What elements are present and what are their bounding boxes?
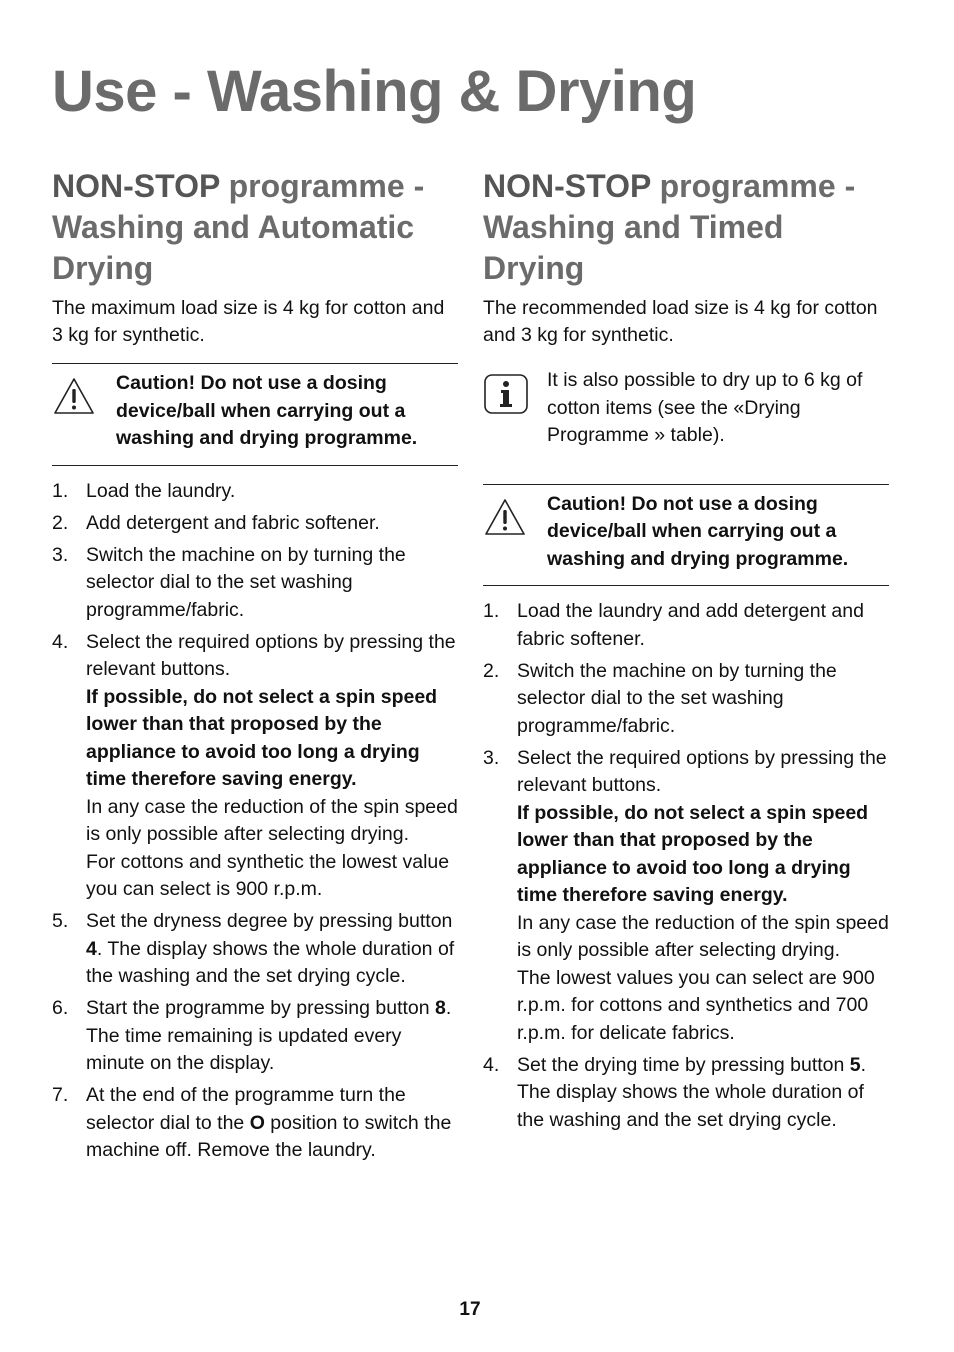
right-steps-list: [483, 598, 889, 1134]
right-section-heading: NON-STOP programme - Washing and Timed Drying: [483, 168, 856, 286]
list-item: 1. Load the laundry.: [52, 479, 236, 502]
list-item: 4. Select the required options by pressing the relevant buttons. If possible, do not select a spin speed lower than that proposed by the appliance to avoid too long a drying time therefore saving energy. In any case the reduction of the spin speed is only possible after selecting drying. For cottons and synthetic the lowest value you can select is 900 r.p.m.: [52, 630, 458, 900]
left-intro: The maximum load size is 4 kg for cotton and 3 kg for synthetic.: [52, 297, 445, 346]
list-item: 1. Load the laundry and add detergent and fabric softener.: [483, 600, 864, 650]
right-info-box: [483, 367, 889, 450]
page-number: 17: [459, 1299, 481, 1320]
left-caution-text: Caution! Do not use a dosing device/ball when carrying out a washing and drying programme.: [116, 372, 418, 449]
button-reference: 5: [849, 1053, 861, 1076]
left-steps-list: [52, 478, 458, 1165]
list-item: 3. Select the required options by pressing the relevant buttons. If possible, do not select a spin speed lower than that proposed by the appliance to avoid too long a drying time therefore saving energy. In any case the reduction of the spin speed is only possible after selecting drying. The lowest values you can select are 900 r.p.m. for cottons and synthetics and 700 r.p.m. for delicate fabrics.: [483, 746, 889, 1044]
warning-triangle-icon: [483, 491, 547, 574]
left-caution-box: [52, 363, 458, 466]
list-item: 2. Switch the machine on by turning the selector dial to the set washing programme/fabric.: [483, 659, 837, 737]
list-item: 6. Start the programme by pressing button 8. The time remaining is updated every minute on the display.: [52, 997, 452, 1074]
left-section-heading: NON-STOP programme - Washing and Automatic Drying: [52, 168, 425, 286]
info-icon: [483, 367, 547, 450]
right-column: [483, 166, 889, 1139]
off-position-reference: O: [249, 1111, 265, 1134]
button-reference: 8: [435, 997, 446, 1019]
right-caution-box: [483, 484, 889, 587]
page-title: Use - Washing & Drying: [52, 59, 697, 124]
list-item: 4. Set the drying time by pressing button 5. The display shows the whole duration of the washing and the set drying cycle.: [483, 1053, 867, 1131]
left-column: [52, 166, 458, 1169]
warning-triangle-icon: [52, 370, 116, 453]
spin-speed-warning: If possible, do not select a spin speed lower than that proposed by the appliance to avoid too long a drying time therefore saving energy.: [517, 801, 869, 906]
list-item: 3. Switch the machine on by turning the selector dial to the set washing programme/fabric.: [52, 543, 406, 621]
button-reference: 4: [86, 937, 97, 960]
list-item: 5. Set the dryness degree by pressing button 4. The display shows the whole duration of the washing and the set drying cycle.: [52, 910, 455, 987]
right-caution-text: Caution! Do not use a dosing device/ball when carrying out a washing and drying programme.: [547, 492, 849, 570]
list-item: 2. Add detergent and fabric softener.: [52, 511, 380, 534]
spin-speed-warning: If possible, do not select a spin speed lower than that proposed by the appliance to avoid too long a drying time therefore saving energy.: [86, 685, 438, 790]
right-intro: The recommended load size is 4 kg for cotton and 3 kg for synthetic.: [483, 297, 878, 346]
right-info-text: It is also possible to dry up to 6 kg of cotton items (see the «Drying Programme » table).: [547, 369, 863, 446]
list-item: 7. At the end of the programme turn the selector dial to the O position to switch the machine off. Remove the laundry.: [52, 1084, 452, 1161]
